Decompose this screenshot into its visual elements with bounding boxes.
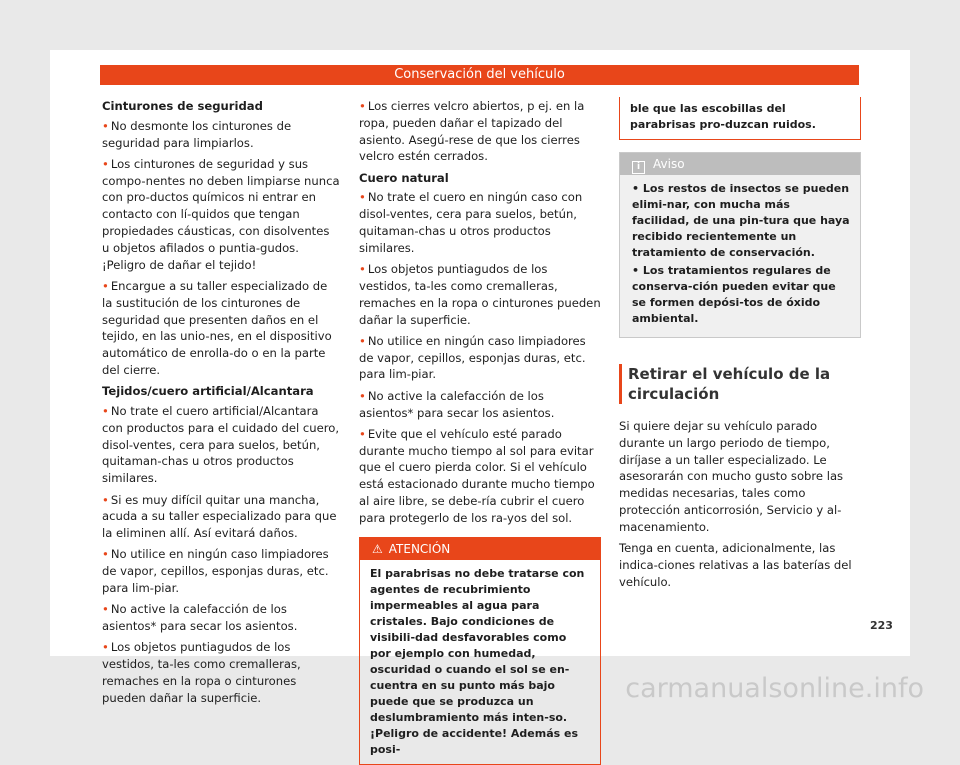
warning-text: El parabrisas no debe tratarse con agentes de recubrimiento impermeables al agua para cristales. Bajo condiciones de visibili-dad desfavorables como por ejemplo con humedad, oscuridad o cuando el sol se en-cuentra en su punto más bajo puede que se produzca un deslumbramiento más inten-so. ¡Peligro de accidente! Además es posi- bbox=[370, 566, 585, 756]
note-body bbox=[620, 175, 860, 337]
paragraph: Si quiere dejar su vehículo parado durante un largo periodo de tiempo, diríjase a un taller especializado. Le asesorarán con mucho gusto sobre las medidas necesarias, tales como protección anticorrosión, Servicio y al-macenamiento. bbox=[619, 419, 844, 534]
artificial-heading: Tejidos/cuero artificial/Alcantara bbox=[102, 384, 314, 399]
list-item: • Los restos de insectos se pueden elimi-nar, con mucha más facilidad, de una pin-tura que haya recibido recientemente un tratamiento de conservación. bbox=[632, 182, 850, 259]
list-item: • Evite que el vehículo esté parado durante mucho tiempo al sol para evitar que el cuero pierda color. Si el vehículo está estacionado durante mucho tiempo al aire libre, se debe-ría cubrir el cuero para protegerlo de los ra-yos del sol. bbox=[359, 426, 595, 525]
bullet-icon: • bbox=[102, 404, 109, 419]
warning-box bbox=[359, 537, 601, 765]
list-item: • No active la calefacción de los asientos* para secar los asientos. bbox=[359, 388, 555, 420]
watermark: carmanualsonline.info bbox=[625, 673, 924, 704]
bullet-icon: • bbox=[102, 547, 109, 562]
bullet-icon: • bbox=[632, 182, 643, 195]
info-icon: i bbox=[632, 161, 645, 174]
bullet-icon: • bbox=[359, 190, 366, 205]
warning-triangle-icon: ⚠ bbox=[372, 541, 383, 556]
list-item: • No active la calefacción de los asientos* para secar los asientos. bbox=[102, 602, 298, 634]
page-header: Conservación del vehículo bbox=[100, 65, 859, 85]
bullet-icon: • bbox=[359, 333, 366, 348]
bullet-icon: • bbox=[102, 156, 109, 171]
bullet-icon: • bbox=[359, 426, 366, 441]
list-item: • No utilice en ningún caso limpiadores de vapor, cepillos, esponjas duras, etc. para lim-piar. bbox=[359, 333, 586, 382]
list-item: • No trate el cuero artificial/Alcantara con productos para el cuidado del cuero, disol-ventes, cera para suelos, betún, quitaman-chas u otros productos similares. bbox=[102, 404, 340, 486]
note-header bbox=[620, 153, 860, 175]
list-item: • Los objetos puntiagudos de los vestidos, ta-les como cremalleras, remaches en la ropa o cinturones pueden dañar la superficie. bbox=[102, 640, 301, 705]
list-item: • No utilice en ningún caso limpiadores de vapor, cepillos, esponjas duras, etc. para lim-piar. bbox=[102, 547, 329, 596]
list-item: • No desmonte los cinturones de seguridad para limpiarlos. bbox=[102, 118, 292, 150]
bullet-icon: • bbox=[359, 388, 366, 403]
column-1 bbox=[102, 98, 340, 711]
bullet-icon: • bbox=[102, 118, 109, 133]
list-item: • No trate el cuero en ningún caso con disol-ventes, cera para suelos, betún, quitaman-chas u otros productos similares. bbox=[359, 190, 583, 255]
warning-title: ATENCIÓN bbox=[388, 541, 451, 556]
list-item: • Encargue a su taller especializado de la sustitución de los cinturones de seguridad que presenten daños en el tejido, en las unio-nes, en el dispositivo automático de enrolla-do o en la parte del cierre. bbox=[102, 278, 332, 377]
warning-header bbox=[360, 538, 600, 560]
list-item: • Los objetos puntiagudos de los vestidos, ta-les como cremalleras, remaches en la ropa o cinturones pueden dañar la superficie. bbox=[359, 262, 601, 327]
natural-leather-heading: Cuero natural bbox=[359, 170, 449, 185]
bullet-icon: • bbox=[102, 278, 109, 293]
bullet-icon: • bbox=[359, 99, 366, 113]
list-item: • Los tratamientos regulares de conserva-ción pueden evitar que se formen depósi-tos de óxido ambiental. bbox=[632, 264, 836, 325]
bullet-icon: • bbox=[102, 602, 109, 617]
note-title: Aviso bbox=[653, 157, 685, 171]
list-item: • Si es muy difícil quitar una mancha, acuda a su taller especializado para que la eliminen allí. Así evitará daños. bbox=[102, 492, 337, 541]
column-2 bbox=[359, 98, 601, 765]
list-item: • Los cierres velcro abiertos, p ej. en la ropa, pueden dañar el tapizado del asiento. Asegú-rese de que los cierres velcro estén cerrados. bbox=[359, 99, 585, 164]
seatbelts-heading: Cinturones de seguridad bbox=[102, 99, 263, 113]
warning-continuation: ble que las escobillas del parabrisas pro-duzcan ruidos. bbox=[619, 97, 861, 140]
note-box bbox=[619, 152, 861, 338]
list-item: • Los cinturones de seguridad y sus compo-nentes no deben limpiarse nunca con pro-ductos químicos ni entrar en contacto con lí-quidos que tengan propiedades cáusticas, con disolventes u objetos afilados o puntia-gudos. ¡Peligro de dañar el tejido! bbox=[102, 156, 340, 272]
column-3 bbox=[619, 97, 861, 595]
bullet-icon: • bbox=[359, 262, 366, 277]
paragraph: Tenga en cuenta, adicionalmente, las indica-ciones relativas a las baterías del vehículo. bbox=[619, 541, 852, 589]
page-number: 223 bbox=[870, 619, 893, 632]
section-title: Retirar el vehículo de la circulación bbox=[619, 364, 861, 404]
bullet-icon: • bbox=[102, 492, 109, 507]
bullet-icon: • bbox=[632, 264, 643, 277]
bullet-icon: • bbox=[102, 640, 109, 655]
